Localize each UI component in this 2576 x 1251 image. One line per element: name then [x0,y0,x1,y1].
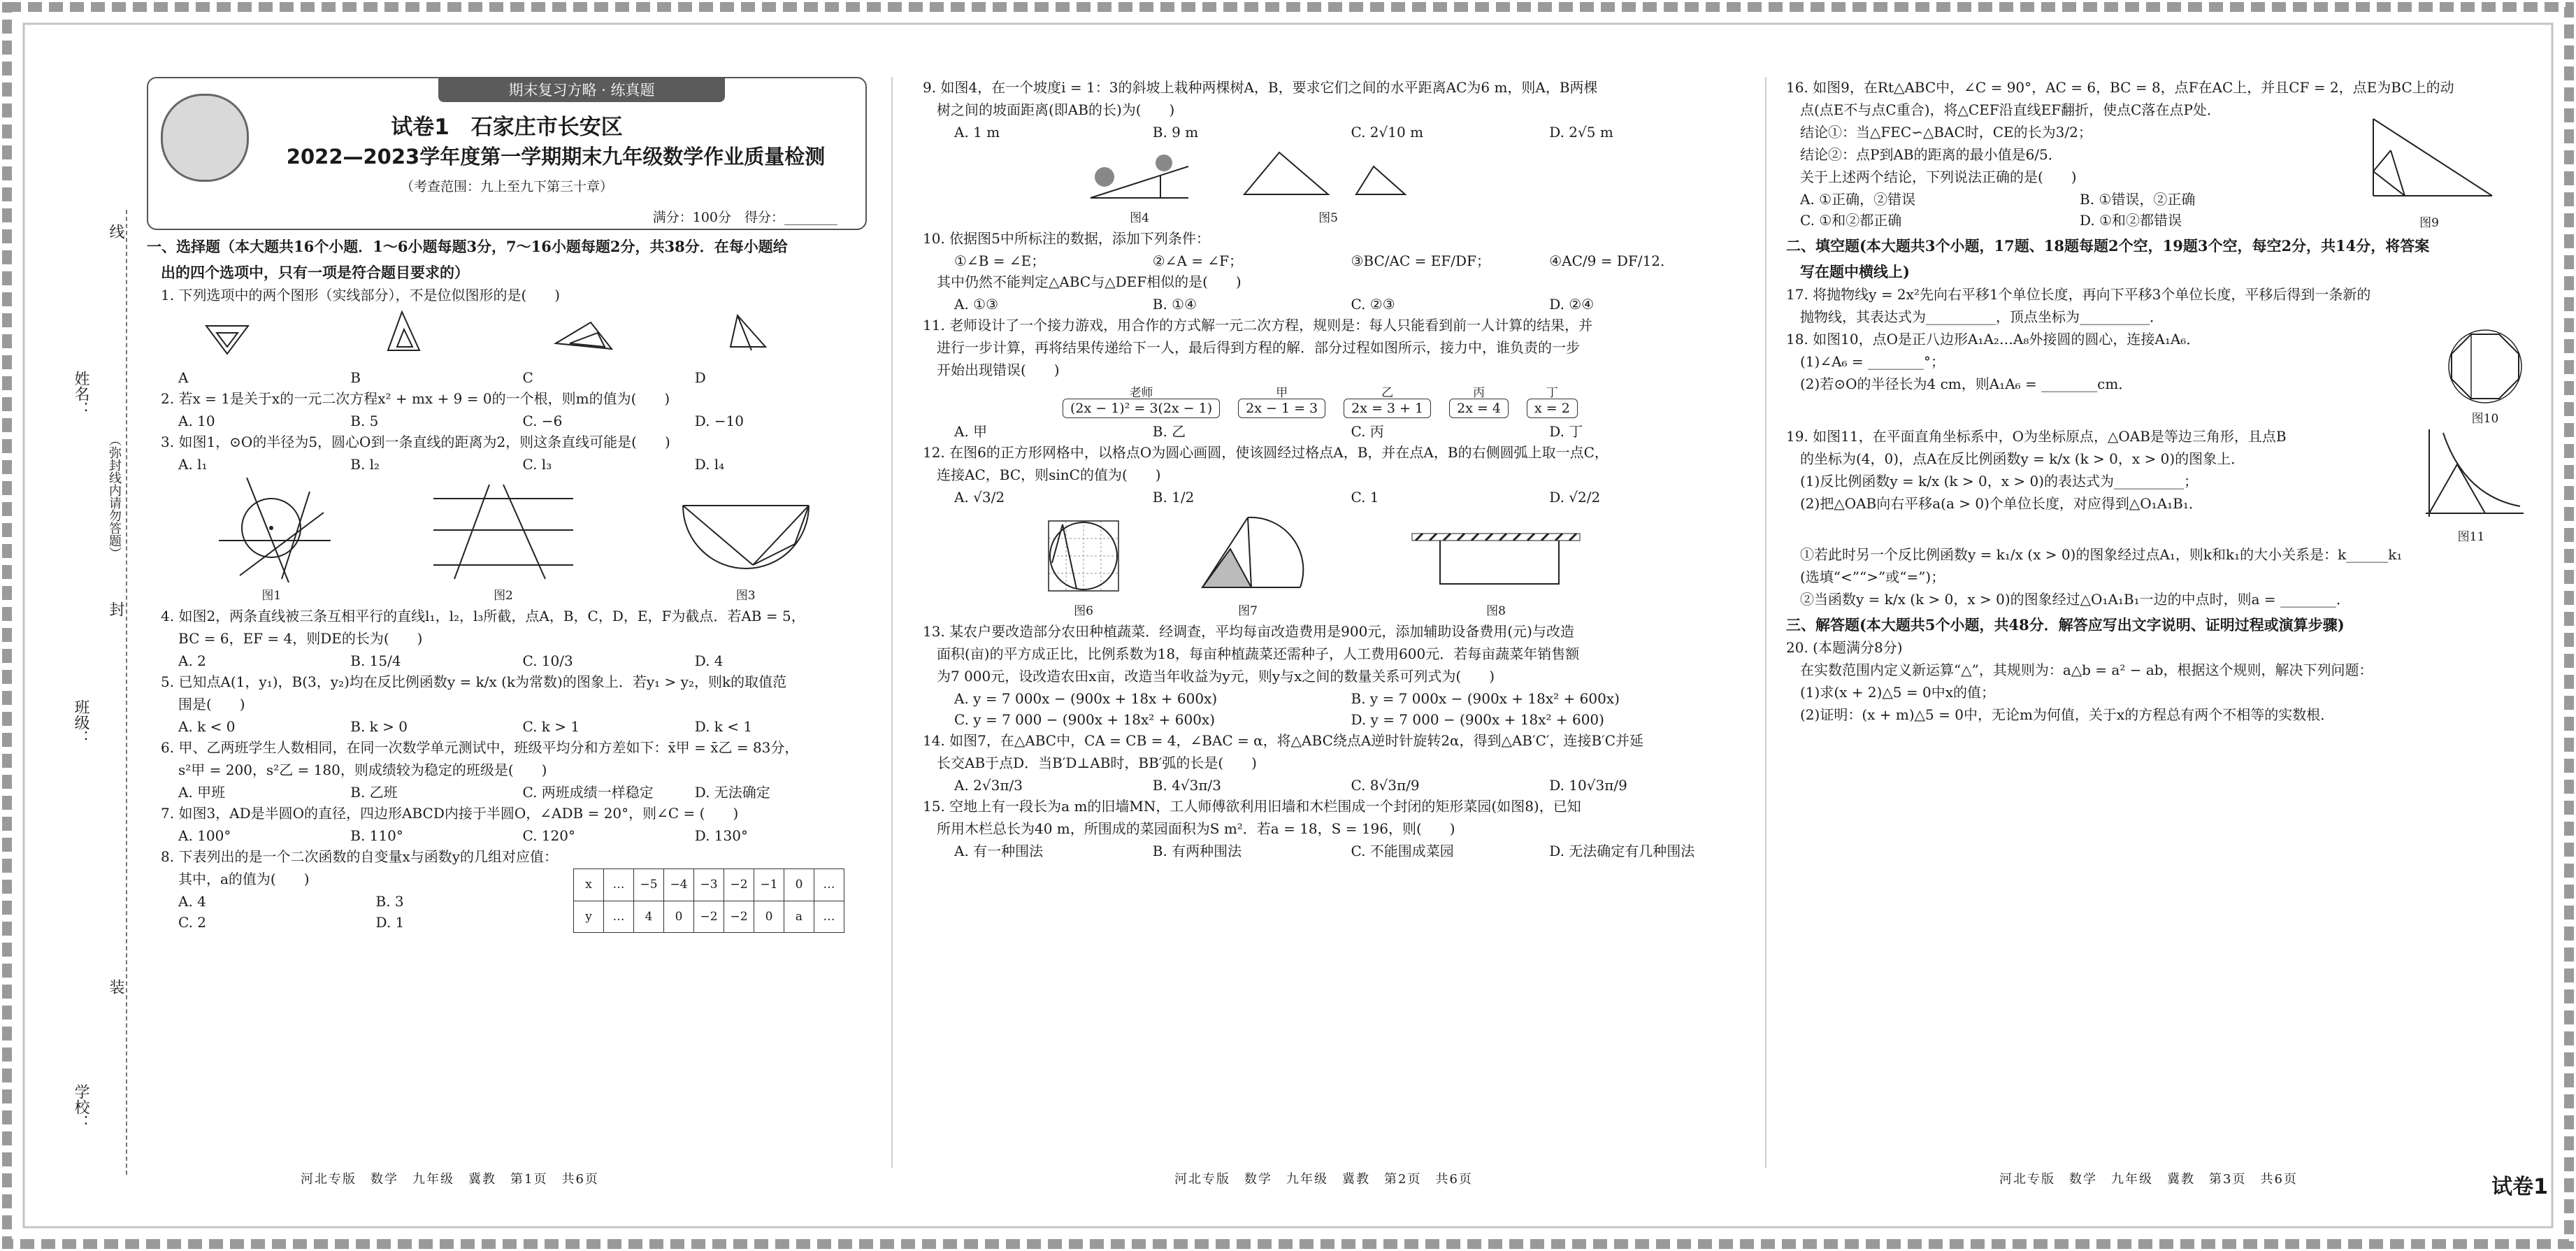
relay-chain [923,386,1748,418]
conclusion-2: 结论②：点P到AB的距离的最小值是6/5． [1800,146,2062,163]
option[interactable]: D. 无法确定 [694,784,770,801]
option[interactable]: B. ①④ [1152,296,1197,313]
question-20-stem: 在实数范围内定义新运算“△”，其规则为：a△b = a² − ab，根据这个规则，解决下列问题： [1800,662,2373,678]
option[interactable]: B [350,369,361,386]
seal-line-char: 装 [107,979,124,994]
score-line: 满分：100分 得分：________ [652,210,837,225]
option[interactable]: D [694,369,706,386]
option[interactable]: C. 2 [178,914,207,931]
figure-3-semicircle [669,478,823,582]
option[interactable]: C. 10/3 [522,652,573,669]
question-17: 17. 将抛物线y = 2x²先向右平移1个单位长度，再向下平移3个单位长度，平移后得到一条新的 [1786,286,2371,303]
q7-options [147,825,867,846]
q3-options [147,454,867,475]
figure-5-triangles [1237,145,1419,205]
figure-caption: 图10 [2471,412,2499,426]
relay-step: 丙 2x = 4 [1449,399,1509,418]
table-row [574,901,844,933]
table-cell: −2 [694,901,724,933]
column-page1 [147,77,867,933]
figure-caption: 图3 [735,589,756,603]
question-16-cont: 点(点E不与点C重合)，将△CEF沿直线EF翻折，使点C落在点P处． [1800,101,2221,118]
figure-caption: 图8 [1486,604,1506,618]
column-page2 [923,77,1748,862]
question-4-cont: BC = 6，EF = 4，则DE的长为( ) [178,630,423,647]
option[interactable]: C. y = 7 000 − (900x + 18x² + 600x) [954,711,1216,728]
question-19-part2b: ②当函数y = k/x (k > 0，x > 0)的图象经过△O₁A₁B₁一边的中点时，则a = ________． [1800,591,2351,608]
option[interactable]: C. 120° [522,827,575,844]
school-label: 学校： [72,1084,89,1130]
conclusion-1: 结论①：当△FEC∽△BAC时，CE的长为3/2； [1800,124,2092,141]
option[interactable]: D. 10√3π/9 [1549,777,1627,794]
table-cell: … [814,869,844,901]
q6-options [147,782,867,803]
option[interactable]: B. 有两种围法 [1152,843,1242,859]
option[interactable]: A. 2 [178,652,206,669]
question-11-cont2: 开始出现错误( ) [937,362,1060,378]
page-footer: 河北专版 数学 九年级 冀教 第1页 共6页 [301,1172,599,1187]
q13-options [923,688,1748,709]
question-1: 1. 下列选项中的两个图形（实线部分），不是位似图形的是( ) [161,287,561,303]
table-cell: 0 [784,869,814,901]
condition: ②∠A = ∠F； [1152,252,1243,269]
option[interactable]: A. k < 0 [178,718,236,735]
section-heading: 一、选择题（本大题共16个小题．1～6小题每题3分，7～16小题每题2分，共38分．在每小题给 [147,238,788,255]
option[interactable]: D. ②④ [1549,296,1595,313]
question-14: 14. 如图7，在△ABC中，CA = CB = 4，∠BAC = α，将△ABC绕点A逆时针旋转2α，得到△AB′C′，连接B′C并延 [923,732,1643,749]
figure-caption: 图9 [2419,216,2439,230]
option[interactable]: C. k > 1 [522,718,580,735]
condition: ④AC/9 = DF/12． [1549,252,1674,269]
q16-options [1786,210,2359,231]
table-row [574,869,844,901]
table-cell: −2 [724,901,754,933]
question-3: 3. 如图1，⊙O的半径为5，圆心O到一条直线的距离为2，则这条直线可能是( ) [161,434,670,450]
question-10-cont: 其中仍然不能判定△ABC与△DEF相似的是( ) [937,273,1242,290]
paper-subtitle: 2022—2023学年度第一学期期末九年级数学作业质量检测 [286,145,826,169]
seal-note: （弥封线内请勿答题） [107,434,122,559]
relay-step: 甲 2x − 1 = 3 [1238,399,1325,418]
option[interactable]: D. 2√5 m [1549,124,1613,141]
q5-options [147,716,867,737]
option[interactable]: C. ①和②都正确 [1800,212,1902,229]
table-cell: x [574,869,604,901]
question-19: 19. 如图11，在平面直角坐标系中，O为坐标原点，△OAB是等边三角形，且点B [1786,428,2287,445]
option[interactable]: A. l₁ [178,456,208,473]
question-19-part2a-cont: (选填“<”“>”或“=”)； [1800,569,1945,585]
question-11: 11. 老师设计了一个接力游戏，用合作的方式解一元二次方程，规则是：每人只能看到前一人计算的结果，并 [923,317,1593,334]
figure-caption: 图1 [261,589,282,603]
option[interactable]: D. 丁 [1549,423,1583,440]
figure-7-rotation [1188,510,1307,598]
option[interactable]: A. y = 7 000x − (900x + 18x + 600x) [954,690,1218,707]
question-18-part1: (1)∠A₆ = ________°； [1800,353,1945,370]
option[interactable]: B. 5 [350,413,379,429]
option[interactable]: B. l₂ [350,456,380,473]
table-cell: a [784,901,814,933]
option[interactable]: B. 9 m [1152,124,1199,141]
option[interactable]: B. 乙班 [350,784,398,801]
table-cell: … [814,901,844,933]
name-label: 姓名： [72,371,89,417]
table-cell: 0 [664,901,694,933]
scope-note: （考查范围：九上至九下第三十章） [400,179,613,194]
section-heading: 三、解答题(本大题共5个小题，共48分．解答应写出文字说明、证明过程或演算步骤) [1786,616,2345,634]
option[interactable]: D. 4 [694,652,724,669]
relay-step: 老师 (2x − 1)² = 3(2x − 1) [1063,399,1220,418]
table-cell: … [604,901,634,933]
paper-title: 试卷1 石家庄市长安区 [391,115,623,140]
question-8: 8. 下表列出的是一个二次函数的自变量x与函数y的几组对应值： [161,848,559,865]
question-17-cont: 抛物线，其表达式为__________，顶点坐标为__________． [1800,308,2164,325]
q8-options [147,891,573,912]
question-18-part2: (2)若⊙O的半径长为4 cm，则A₁A₆ = ________cm． [1800,376,2133,392]
section-heading-cont: 出的四个选项中，只有一项是符合题目要求的） [161,264,469,281]
seal-line [126,210,127,1175]
figure-caption: 图7 [1238,604,1258,618]
option[interactable]: C. 不能围成菜园 [1351,843,1454,859]
question-20-part1: (1)求(x + 2)△5 = 0中x的值； [1800,684,1995,701]
figure-2-parallels [426,478,580,582]
q9-options [923,122,1748,143]
question-13-cont2: 为7 000元，设改造农田x亩，改造当年收益为y元，则y与x之间的数量关系可列式为( ) [937,668,1495,685]
figure-4-slope [1084,149,1195,205]
q8-options [147,912,573,933]
paper-label: 试卷1 [2491,1175,2548,1199]
option[interactable]: C. 两班成绩一样稳定 [522,784,654,801]
seal-line-char: 线 [107,224,124,239]
question-19-part2a: ①若此时另一个反比例函数y = k₁/x (x > 0)的图象经过点A₁，则k和k₁的大小关系是：k______k₁ [1800,546,2403,563]
option[interactable]: C. 1 [1351,489,1379,506]
page-footer: 河北专版 数学 九年级 冀教 第2页 共6页 [1174,1172,1473,1187]
option[interactable]: A. 10 [178,413,215,429]
q12-options [923,487,1748,508]
question-11-cont: 进行一步计算，再将结果传递给下一人，最后得到方程的解．部分过程如图所示，接力中，谁负责的一步 [937,339,1580,356]
question-19-part2: (2)把△OAB向右平移a(a > 0)个单位长度，对应得到△O₁A₁B₁． [1800,495,2203,512]
question-20-part2: (2)证明：(x + m)△5 = 0中，无论m为何值，关于x的方程总有两个不相等的实数根． [1800,706,2335,723]
option[interactable]: A. 1 m [954,124,1000,141]
option[interactable]: D. −10 [694,413,744,429]
figures-1-3 [147,478,867,603]
table-cell: −5 [634,869,664,901]
option[interactable]: D. k < 1 [694,718,753,735]
option[interactable]: A. 4 [178,893,206,910]
table-cell: −2 [724,869,754,901]
question-5: 5. 已知点A(1，y₁)，B(3，y₂)均在反比例函数y = k/x (k为常数)的图象上．若y₁ > y₂，则k的取值范 [161,673,787,690]
q13-options [923,709,1748,730]
option[interactable]: A. ①③ [954,296,999,313]
option[interactable]: A. ①正确，②错误 [1800,191,1916,208]
question-19-part1: (1)反比例函数y = k/x (k > 0，x > 0)的表达式为__________； [1800,473,2198,489]
question-12: 12. 在图6的正方形网格中，以格点O为圆心画圆，使该圆经过格点A，B，并在点A，B的右侧圆弧上取一点C， [923,444,1609,461]
option[interactable]: C [522,369,533,386]
option[interactable]: D. 1 [375,914,405,931]
figures-6-8 [923,510,1748,618]
section-heading-cont: 写在题中横线上) [1800,263,1910,280]
figures-4-5 [923,145,1748,225]
condition: ①∠B = ∠E； [954,252,1046,269]
question-10: 10. 依据图5中所标注的数据，添加下列条件： [923,230,1210,247]
option[interactable]: B. 1/2 [1152,489,1195,506]
option[interactable]: C. 2√10 m [1351,124,1424,141]
column-divider [891,77,893,1168]
figure-caption: 图2 [494,589,513,603]
option[interactable]: A. √3/2 [954,489,1005,506]
option[interactable]: C. ②③ [1351,296,1395,313]
option[interactable]: C. l₃ [522,456,552,473]
q1-figures [147,308,867,364]
option[interactable]: B. 3 [375,893,404,910]
q2-options [147,410,867,431]
condition: ③BC/AC = EF/DF； [1351,252,1490,269]
question-16: 16. 如图9，在Rt△ABC中，∠C = 90°，AC = 6，BC = 8，点F在AC上，并且CF = 2，点E为BC上的动 [1786,79,2454,96]
question-19-cont: 的坐标为(4，0)，点A在反比例函数y = k/x (k > 0，x > 0)的图象上． [1800,450,2245,467]
figure-caption: 图5 [1318,211,1338,225]
figure-1-circle [205,478,338,582]
question-13-cont: 面积(亩)的平方成正比，比例系数为18，每亩种植蔬菜还需种子，人工费用600元．若每亩蔬菜年销售额 [937,645,1580,662]
table-cell: 4 [634,901,664,933]
question-13: 13. 某农户要改造部分农田种植蔬菜．经调查，平均每亩改造费用是900元，添加辅助设备费用(元)与改造 [923,623,1574,640]
option[interactable]: A. 甲班 [178,784,226,801]
question-15-cont: 所用木栏总长为40 m，所围成的菜园面积为S m²．若a = 18，S = 196，则( ) [937,820,1455,837]
option[interactable]: A [178,369,189,386]
option[interactable]: B. 乙 [1152,423,1186,440]
section-heading: 二、填空题(本大题共3个小题，17题、18题每题2个空，19题3个空，每空2分，共14分，将答案 [1786,237,2430,255]
table-cell: y [574,901,604,933]
figure-caption: 图4 [1130,211,1149,225]
figure-caption: 图11 [2457,530,2485,544]
option[interactable]: A. 100° [178,827,231,844]
q1-options [147,367,867,388]
option[interactable]: B. ①错误，②正确 [2080,191,2196,208]
q10-options [923,294,1748,315]
q10-conditions [923,250,1748,271]
question-9: 9. 如图4，在一个坡度i = 1：3的斜坡上栽种两棵树A，B，要求它们之间的水平距离AC为6 m，则A，B两棵 [923,79,1598,96]
figure-10-octagon [2443,329,2527,406]
question-5-cont: 围是( ) [178,696,245,713]
option[interactable]: B. 15/4 [350,652,401,669]
q1-shapes-figure [178,308,807,364]
header-tab: 期末复习方略 · 练真题 [438,78,725,102]
relay-step: 乙 2x = 3 + 1 [1344,399,1431,418]
class-label: 班级： [72,699,89,745]
figure-8-garden [1398,528,1594,598]
option[interactable]: B. y = 7 000x − (900x + 18x² + 600x) [1351,690,1620,707]
table-cell: … [604,869,634,901]
figure-11-coordinate [2415,426,2527,524]
exam-header [147,77,867,230]
question-4: 4. 如图2，两条直线被三条互相平行的直线l₁，l₂，l₃所截，点A，B，C，D，E，F为截点．若AB = 5， [161,608,805,624]
option[interactable]: B. k > 0 [350,718,408,735]
question-9-cont: 树之间的坡面距离(即AB的长)为( ) [937,101,1175,118]
option[interactable]: C. −6 [522,413,563,429]
table-cell: −4 [664,869,694,901]
binding-margin [42,210,147,1203]
table-cell: −1 [754,869,784,901]
question-6-cont: s²甲 = 200，s²乙 = 180，则成绩较为稳定的班级是( ) [178,762,547,778]
question-12-cont: 连接AC，BC，则sinC的值为( ) [937,466,1161,483]
option[interactable]: D. l₄ [694,456,725,473]
figure-9-right-triangle [2359,112,2499,210]
option[interactable]: A. 有一种围法 [954,843,1044,859]
question-14-cont: 长交AB于点D．当B′D⊥AB时，BB′弧的长是( ) [937,755,1257,771]
relay-step: 丁 x = 2 [1527,399,1578,418]
question-7: 7. 如图3，AD是半圆O的直径，四边形ABCD内接于半圆O，∠ADB = 20°，则∠C = ( ) [161,805,739,822]
option[interactable]: C. 丙 [1351,423,1384,440]
question-2: 2. 若x = 1是关于x的一元二次方程x² + mx + 9 = 0的一个根，则m的值为( ) [161,390,670,407]
question-18: 18. 如图10，点O是正八边形A₁A₂…A₈外接圆的圆心，连接A₁A₆． [1786,331,2201,348]
option[interactable]: C. 8√3π/9 [1351,777,1420,794]
option[interactable]: D. ①和②都错误 [2080,212,2182,229]
q4-options [147,650,867,671]
option[interactable]: D. √2/2 [1549,489,1601,506]
question-6: 6. 甲、乙两班学生人数相同，在同一次数学单元测试中，班级平均分和方差如下：x̄甲 = x̄乙 = 83分， [161,739,799,756]
q11-options [923,421,1748,442]
figure-6-grid-circle [1042,514,1125,598]
option[interactable]: A. 2√3π/3 [954,777,1023,794]
q14-options [923,775,1748,796]
q15-options [923,841,1748,862]
value-table [573,868,844,933]
option[interactable]: D. 130° [694,827,748,844]
page-footer: 河北专版 数学 九年级 冀教 第3页 共6页 [1999,1172,2298,1187]
question-16-cont2: 关于上述两个结论，下列说法正确的是( ) [1800,169,2077,185]
seal-line-char: 封 [107,601,124,617]
option[interactable]: B. 4√3π/3 [1152,777,1221,794]
option[interactable]: D. y = 7 000 − (900x + 18x² + 600) [1351,711,1604,728]
question-15: 15. 空地上有一段长为a m的旧墙MN，工人师傅欲利用旧墙和木栏围成一个封闭的矩形菜园(如图8)，已知 [923,798,1581,815]
question-8-cont: 其中，a的值为( ) [178,871,310,887]
option[interactable]: B. 110° [350,827,403,844]
q16-options [1786,189,2359,210]
figure-caption: 图6 [1074,604,1093,618]
column-page3 [1786,77,2548,727]
table-cell: −3 [694,869,724,901]
question-20: 20. (本题满分8分) [1786,639,1903,656]
option[interactable]: A. 甲 [954,423,988,440]
column-divider [1765,77,1766,1168]
table-cell: 0 [754,901,784,933]
option[interactable]: D. 无法确定有几种围法 [1549,843,1695,859]
